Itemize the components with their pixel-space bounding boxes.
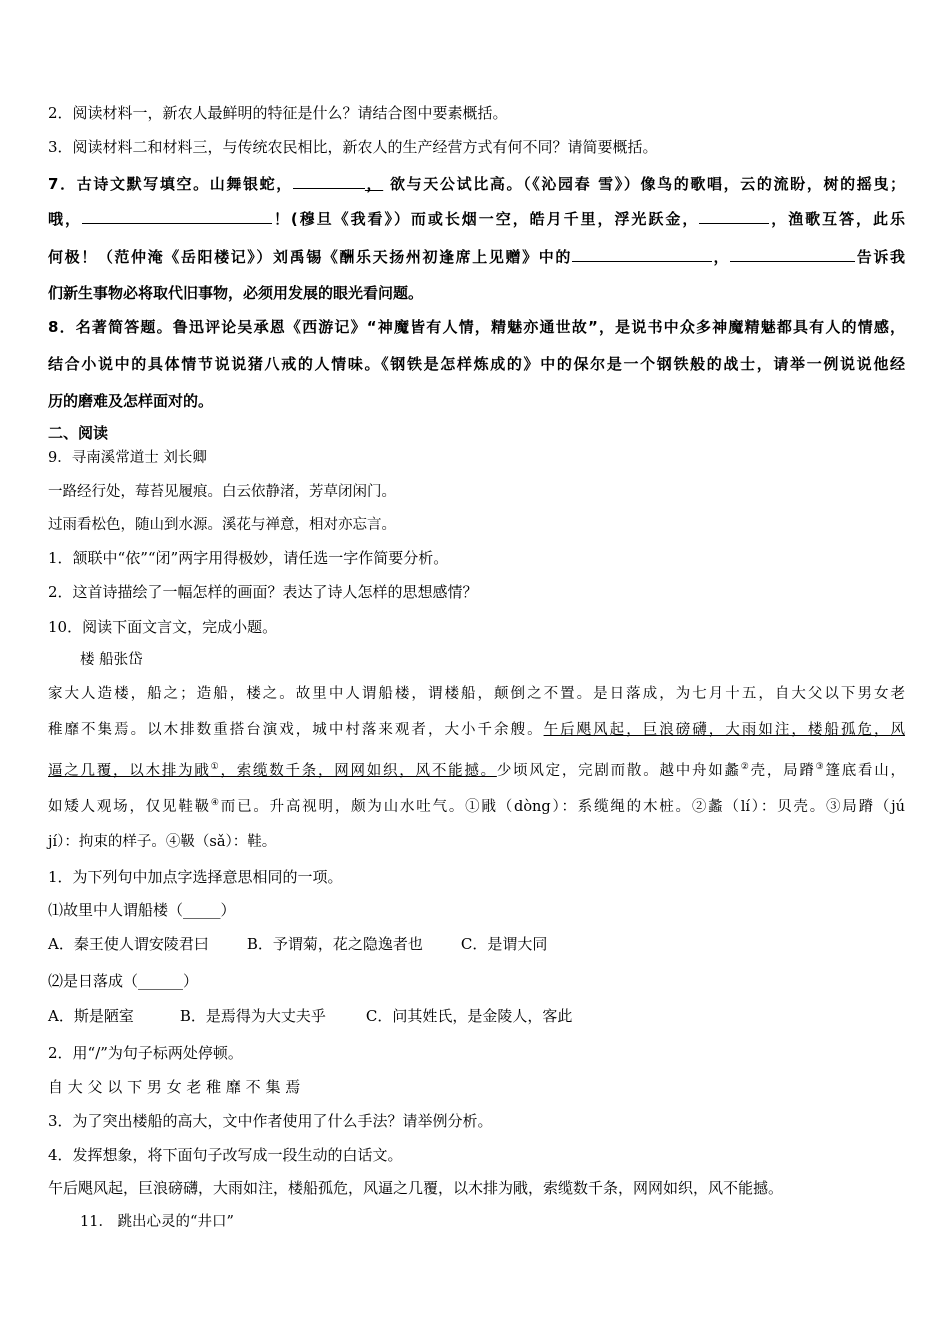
options-row xyxy=(48,934,547,954)
footnote-mark: ④ xyxy=(210,798,221,808)
fill-blank[interactable] xyxy=(730,245,855,262)
option-a: A．斯是陋室 xyxy=(48,1007,134,1025)
passage-line xyxy=(48,793,905,817)
option-b: B．是焉得为大丈夫乎 xyxy=(179,1007,326,1025)
text: 壳，局蹐 xyxy=(750,762,816,779)
question-10-4: 4．发挥想象，将下面句子改写成一段生动的白话文。 xyxy=(48,1146,403,1164)
text: 稚靡不集焉。以木排数重搭台演戏，城中村落来观者，大小千余艘。 xyxy=(48,722,544,738)
question-10-1-2: ⑵是日落成（______） xyxy=(48,972,199,990)
passage-line: jí）：拘束的样子。④靸（sǎ）：鞋。 xyxy=(48,834,277,850)
question-7-line-3 xyxy=(48,245,905,267)
passage-line: 家大人造楼，船之；造船，楼之。故里中人谓船楼，谓楼船，颠倒之不置。是日落成，为七月十五，自大父以下男女老 xyxy=(48,686,905,702)
fill-blank[interactable] xyxy=(82,207,272,224)
question-8-line: 历的磨难及怎样面对的。 xyxy=(48,392,214,410)
options-row xyxy=(48,1006,572,1026)
question-8-line: 结合小说中的具体情节说说猪八戒的人情味。《钢铁是怎样炼成的》中的保尔是一个钢铁般的战士，请举一例说说他经 xyxy=(48,355,905,373)
question-3: 3．阅读材料二和材料三，与传统农民相比，新农人的生产经营方式有何不同？请简要概括。 xyxy=(48,138,658,156)
text: ，索缆数千条，网网如织，风不能撼。 xyxy=(220,762,497,779)
option-c: C．问其姓氏，是金陵人，客此 xyxy=(365,1007,573,1025)
question-7-line-4: 们新生事物必将取代旧事物，必须用发展的眼光看问题。 xyxy=(48,284,424,302)
question-10-2: 2．用“/”为句子标两处停顿。 xyxy=(48,1044,243,1062)
question-10-3: 3．为了突出楼船的高大，文中作者使用了什么手法？请举例分析。 xyxy=(48,1112,493,1130)
text: 哦， xyxy=(48,210,82,228)
text: 何极！（范仲淹《岳阳楼记》）刘禹锡《酬乐天扬州初逢席上见赠》中的 xyxy=(48,248,572,266)
poem-line: 过雨看松色，随山到水源。溪花与禅意，相对亦忘言。 xyxy=(48,517,396,533)
text: 逼之几覆，以木排为戙 xyxy=(48,762,211,779)
text: 而已。升高视明，颇为山水吐气。①戙（dòng）：系缆绳的木桩。②蠡（lí）：贝壳。③局蹐（jú xyxy=(220,798,905,815)
underlined-text: 午后飓风起，巨浪磅礴，大雨如注，楼船孤危，风 xyxy=(543,722,906,738)
text: 篷底看山， xyxy=(825,762,906,779)
question-8-line: 8．名著简答题。鲁迅评论吴承恩《西游记》“神魔皆有人情，精魅亦通世故”，是说书中众多神魔精魅都具有人的情感， xyxy=(48,318,905,336)
fill-blank[interactable] xyxy=(699,207,769,224)
option-a: A．秦王使人谓安陵君曰 xyxy=(48,935,209,953)
section-heading: 二、阅读 xyxy=(48,424,109,442)
sentence-to-punctuate: 自 大 父 以 下 男 女 老 稚 靡 不 集 焉 xyxy=(48,1078,301,1096)
sentence-to-rewrite: 午后飓风起，巨浪磅礴，大雨如注，楼船孤危，风逼之几覆，以木排为戙，索缆数千条，网网如织，风不能撼。 xyxy=(48,1179,784,1197)
text: ， xyxy=(364,175,384,193)
option-c: C．是谓大同 xyxy=(460,935,548,953)
footnote-mark: ① xyxy=(210,762,221,772)
poem-line: 一路经行处，莓苔见履痕。白云依静渚，芳草闭闲门。 xyxy=(48,484,396,500)
question-2: 2．阅读材料一，新农人最鲜明的特征是什么？请结合图中要素概括。 xyxy=(48,104,508,122)
question-7-line-1 xyxy=(48,172,905,194)
text: 欲与天公试比高。（《沁园春 雪》）像鸟的歌唱，云的流盼，树的摇曳； xyxy=(383,175,905,193)
passage-title: 楼 船张岱 xyxy=(80,652,143,668)
fill-blank[interactable] xyxy=(293,172,365,189)
text: 告诉我 xyxy=(855,248,905,266)
question-11-title: 11． 跳出心灵的“井口” xyxy=(80,1214,234,1230)
poem-title: 9．寻南溪常道士 刘长卿 xyxy=(48,450,207,466)
text: 少顷风定，完剧而散。越中舟如蠡 xyxy=(496,762,741,779)
question-10-1: 1．为下列句中加点字选择意思相同的一项。 xyxy=(48,868,343,886)
question-9-2: 2．这首诗描绘了一幅怎样的画面？表达了诗人怎样的思想感情？ xyxy=(48,583,478,601)
passage-line xyxy=(48,720,905,740)
text: 如矮人观场，仅见鞋靸 xyxy=(48,798,211,815)
text: ，渔歌互答，此乐 xyxy=(769,210,905,228)
text: ， xyxy=(711,248,731,266)
passage-line xyxy=(48,757,905,781)
fill-blank[interactable] xyxy=(572,245,712,262)
footnote-mark: ② xyxy=(740,762,751,772)
question-10-1-1: ⑴故里中人谓船楼（_____） xyxy=(48,901,236,919)
question-7-line-2 xyxy=(48,207,905,229)
question-10-intro: 10．阅读下面文言文，完成小题。 xyxy=(48,618,278,636)
question-9-1: 1．颔联中“依”“闭”两字用得极妙，请任选一字作简要分析。 xyxy=(48,549,449,567)
text: 7．古诗文默写填空。山舞银蛇， xyxy=(48,175,293,193)
underlined-text xyxy=(48,763,497,779)
text: ！(穆旦《我看》）而或长烟一空，皓月千里，浮光跃金， xyxy=(271,210,700,228)
footnote-mark: ③ xyxy=(815,762,826,772)
option-b: B．予谓菊，花之隐逸者也 xyxy=(246,935,423,953)
